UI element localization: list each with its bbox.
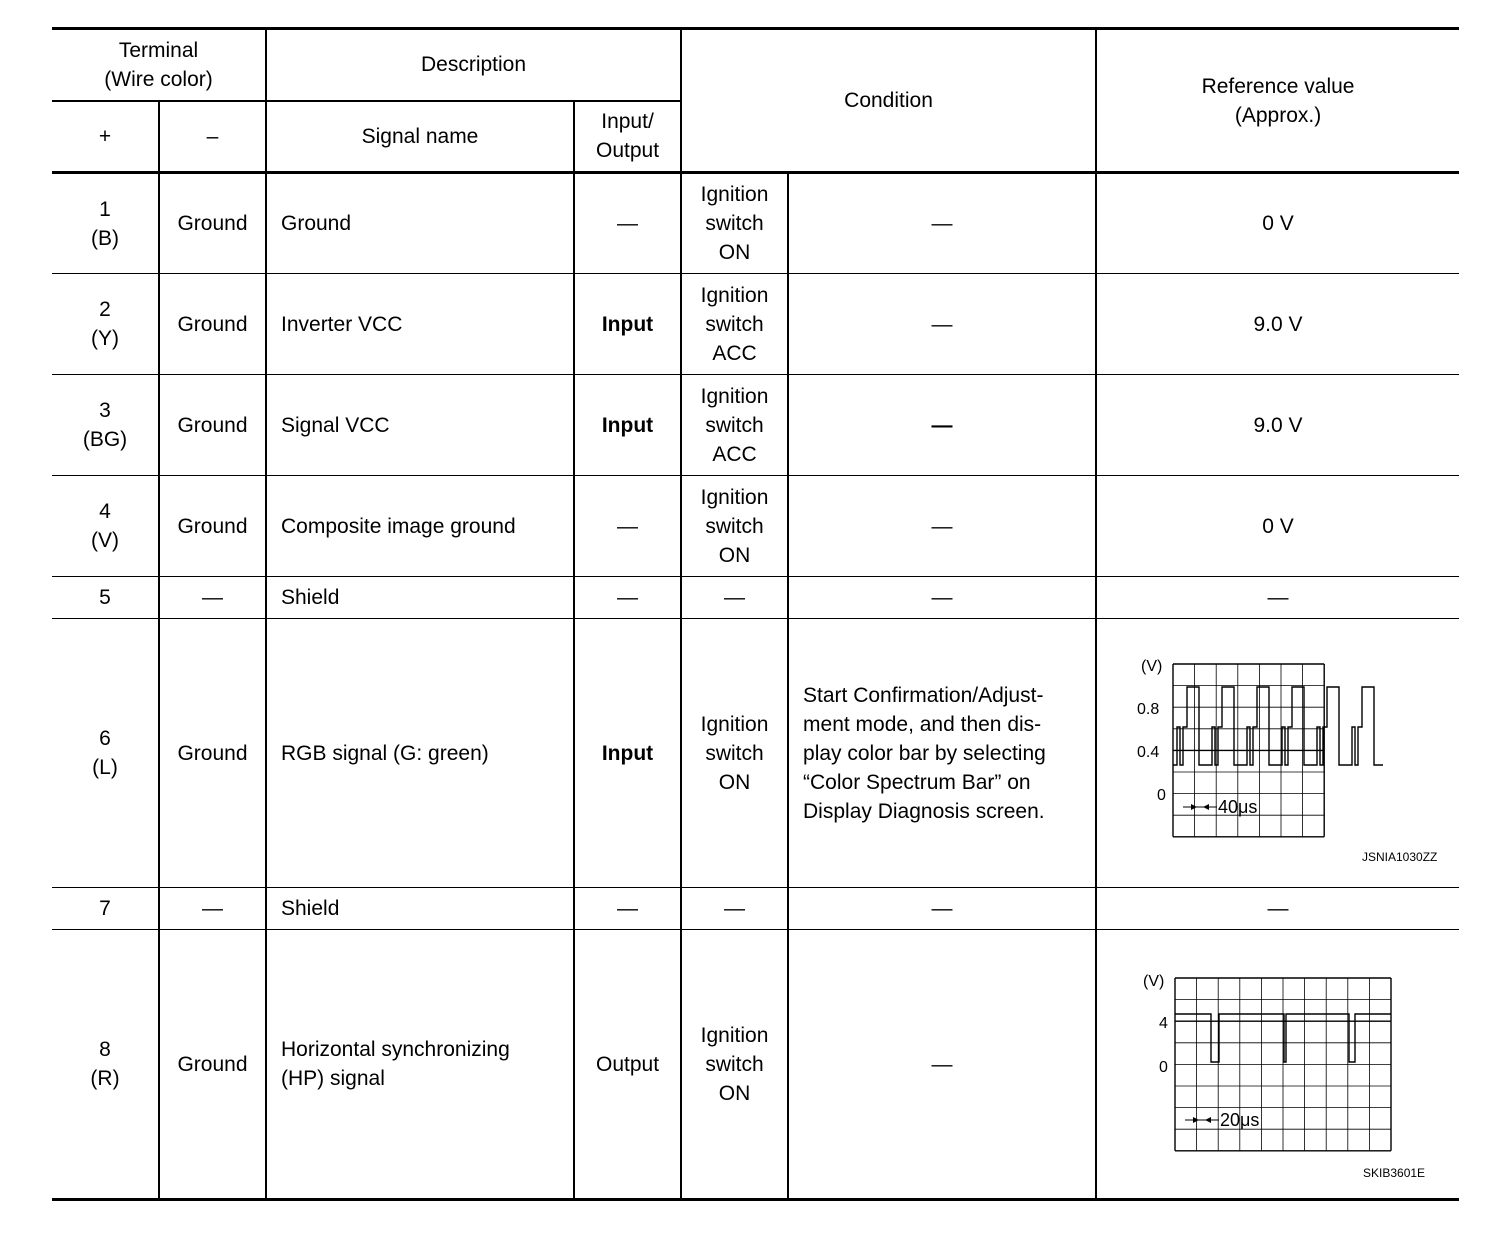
terminal-minus-cell: Ground <box>159 930 266 1200</box>
signal-name-cell: RGB signal (G: green) <box>266 619 574 888</box>
terminal-header <box>52 29 266 101</box>
terminal-number: 8 <box>99 1038 111 1061</box>
table-row <box>52 888 1459 930</box>
plus-terminal-header: + <box>52 101 159 173</box>
signal-name-cell: Shield <box>266 577 574 619</box>
signal-name-cell: Signal VCC <box>266 375 574 476</box>
signal-name-line: Horizontal synchronizing <box>281 1038 510 1061</box>
reference-value-cell: 0 V <box>1096 476 1459 577</box>
input-output-cell: — <box>574 888 681 930</box>
terminal-header-label: Terminal <box>118 38 199 62</box>
terminal-minus-cell: — <box>159 577 266 619</box>
signal-name-cell: Shield <box>266 888 574 930</box>
terminal-number: 2 <box>99 298 111 321</box>
reference-value-cell: 0 V <box>1096 173 1459 274</box>
condition-detail-cell: — <box>788 476 1096 577</box>
reference-value-header <box>1096 29 1459 173</box>
condition-detail-cell <box>788 619 1096 888</box>
reference-value-label: Reference value <box>1201 74 1355 98</box>
condition-line: Ignition <box>700 485 769 509</box>
condition-line: ON <box>718 770 751 794</box>
condition-detail-cell: — <box>788 173 1096 274</box>
condition-detail-line: “Color Spectrum Bar” on <box>803 770 1031 794</box>
description-header: Description <box>266 29 681 101</box>
condition-line: ACC <box>712 341 757 365</box>
terminal-minus-cell: Ground <box>159 619 266 888</box>
terminal-number: 1 <box>99 197 111 221</box>
condition-line: Ignition <box>700 384 769 408</box>
signal-name-cell: Inverter VCC <box>266 274 574 375</box>
table-row <box>52 476 1459 577</box>
signal-name-cell: Composite image ground <box>266 476 574 577</box>
condition-line: Ignition <box>700 283 769 307</box>
input-output-cell: — <box>574 577 681 619</box>
signal-name-header: Signal name <box>266 101 574 173</box>
terminal-number: 4 <box>99 500 111 523</box>
condition-line: switch <box>705 514 764 538</box>
input-output-header <box>574 101 681 173</box>
wave-y-label: 0 <box>1156 787 1166 804</box>
terminal-minus-cell: Ground <box>159 173 266 274</box>
terminal-plus-cell <box>52 274 159 375</box>
table-row <box>52 274 1459 375</box>
input-output-cell: Input <box>574 375 681 476</box>
condition-line: ON <box>718 241 751 264</box>
terminal-minus-cell: Ground <box>159 476 266 577</box>
table-row <box>52 619 1459 888</box>
wire-color: (L) <box>92 756 118 779</box>
reference-waveform-cell <box>1096 930 1459 1200</box>
approx-label: (Approx.) <box>1234 103 1322 127</box>
condition-detail-line: play color bar by selecting <box>803 741 1046 765</box>
signal-name-cell: Ground <box>266 173 574 274</box>
rgb-waveform-trace <box>1173 687 1383 765</box>
condition-switch-cell <box>681 274 788 375</box>
condition-line: switch <box>705 312 764 336</box>
wave-y-label: 0.4 <box>1136 744 1159 761</box>
table-row <box>52 577 1459 619</box>
wave-unit-label: (V) <box>1140 658 1162 675</box>
figure-id-label: JSNIA1030ZZ <box>1361 850 1437 864</box>
wire-color: (BG) <box>82 428 128 451</box>
condition-line: switch <box>705 1052 764 1076</box>
condition-line: switch <box>705 413 764 437</box>
reference-value-cell: 9.0 V <box>1096 274 1459 375</box>
terminal-plus-cell <box>52 476 159 577</box>
wire-color-header-label: (Wire color) <box>104 67 213 91</box>
condition-line: Ignition <box>700 712 769 736</box>
minus-terminal-header: – <box>159 101 266 173</box>
table-row <box>52 173 1459 274</box>
condition-line: Ignition <box>700 183 769 206</box>
condition-detail-cell: — <box>788 888 1096 930</box>
condition-switch-cell <box>681 375 788 476</box>
input-output-cell: Output <box>574 930 681 1200</box>
condition-switch-cell <box>681 619 788 888</box>
table-row <box>52 375 1459 476</box>
condition-line: switch <box>705 741 764 765</box>
terminal-plus-cell <box>52 173 159 274</box>
table-row <box>52 930 1459 1200</box>
wire-color: (V) <box>91 529 119 552</box>
terminal-plus-cell: 7 <box>52 888 159 930</box>
condition-detail-line: Display Diagnosis screen. <box>803 799 1045 823</box>
signal-name-cell <box>266 930 574 1200</box>
terminal-plus-cell <box>52 375 159 476</box>
terminal-table <box>52 27 1459 1201</box>
condition-line: ACC <box>712 442 757 466</box>
input-output-cell: — <box>574 173 681 274</box>
io-header-line1: Input/ <box>601 110 654 134</box>
rgb-waveform-figure <box>1099 619 1458 879</box>
condition-switch-cell: — <box>681 888 788 930</box>
condition-switch-cell <box>681 930 788 1200</box>
condition-detail-line: ment mode, and then dis- <box>803 712 1042 736</box>
condition-detail-cell: — <box>788 375 1096 476</box>
figure-id-label: SKIB3601E <box>1362 1166 1425 1180</box>
wire-color: (R) <box>90 1067 120 1090</box>
terminal-number: 6 <box>99 727 111 750</box>
condition-detail-cell: — <box>788 577 1096 619</box>
reference-value-cell: 9.0 V <box>1096 375 1459 476</box>
condition-switch-cell <box>681 476 788 577</box>
condition-switch-cell: — <box>681 577 788 619</box>
terminal-minus-cell: Ground <box>159 274 266 375</box>
wave-y-label: 0 <box>1158 1059 1168 1076</box>
wave-y-label: 0.8 <box>1136 701 1159 718</box>
terminal-plus-cell: 5 <box>52 577 159 619</box>
condition-line: ON <box>718 1081 751 1105</box>
condition-line: switch <box>705 212 764 235</box>
wire-color: (Y) <box>91 327 119 350</box>
terminal-minus-cell: — <box>159 888 266 930</box>
condition-line: Ignition <box>700 1023 769 1047</box>
terminal-minus-cell: Ground <box>159 375 266 476</box>
time-division-marker <box>1183 804 1217 810</box>
input-output-cell: Input <box>574 619 681 888</box>
reference-waveform-cell <box>1096 619 1459 888</box>
terminal-number: 3 <box>99 399 111 422</box>
io-header-line2: Output <box>595 139 660 163</box>
condition-line: ON <box>718 543 751 567</box>
input-output-cell: Input <box>574 274 681 375</box>
terminal-plus-cell <box>52 619 159 888</box>
time-division-label: 40μs <box>1217 797 1257 817</box>
condition-header: Condition <box>681 29 1096 173</box>
wave-y-label: 4 <box>1158 1015 1168 1032</box>
time-division-label: 20μs <box>1219 1110 1259 1130</box>
condition-detail-line: Start Confirmation/Adjust- <box>803 683 1044 707</box>
wave-unit-label: (V) <box>1142 973 1164 990</box>
condition-detail-cell: — <box>788 930 1096 1200</box>
wire-color: (B) <box>91 226 119 250</box>
time-division-marker <box>1185 1117 1219 1123</box>
terminal-table-wrapper <box>52 27 1459 1201</box>
reference-value-cell: — <box>1096 577 1459 619</box>
input-output-cell: — <box>574 476 681 577</box>
signal-name-line: (HP) signal <box>281 1067 385 1090</box>
terminal-plus-cell <box>52 930 159 1200</box>
hp-waveform-figure <box>1099 930 1458 1190</box>
wave-grid <box>1175 978 1391 1151</box>
condition-switch-cell <box>681 173 788 274</box>
reference-value-cell: — <box>1096 888 1459 930</box>
condition-detail-cell: — <box>788 274 1096 375</box>
